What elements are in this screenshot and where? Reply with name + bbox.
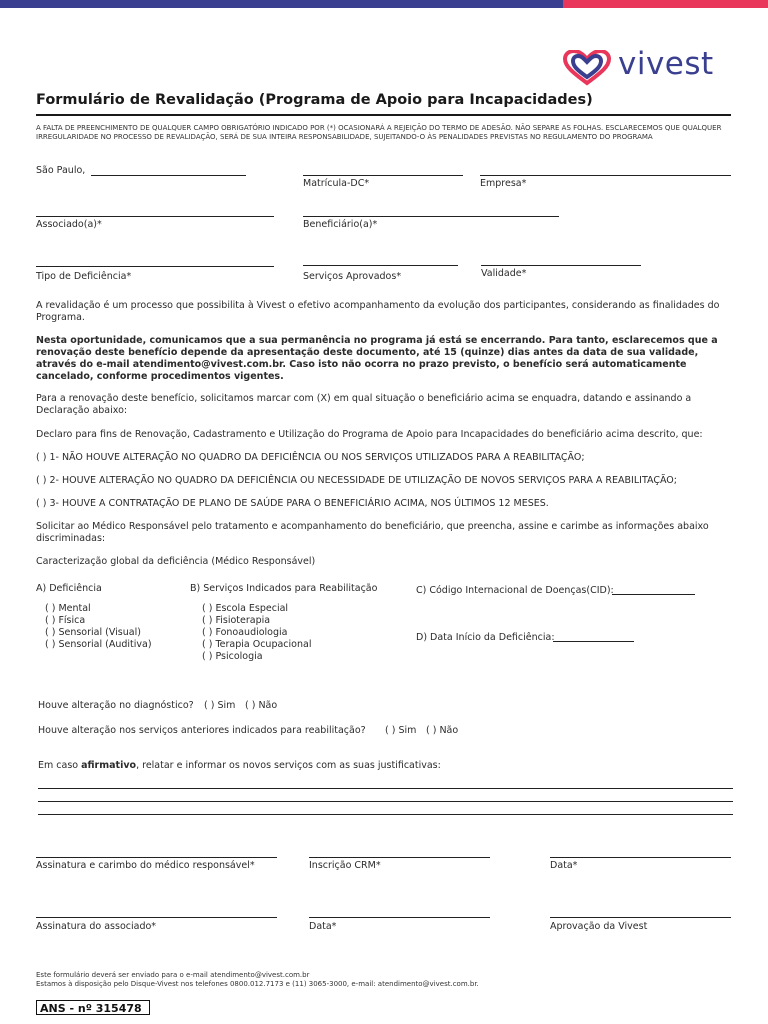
paragraph-caracterizacao: Caracterização global da deficiência (Médico Responsável) [36, 556, 316, 567]
date-city-field[interactable] [91, 175, 246, 176]
paragraph-revalidacao: A revalidação é um processo que possibilita à Vivest o efetivo acompanhamento da evolução dos participantes, considerando as finalidades do Programa. [36, 300, 720, 323]
justificativa-label [38, 760, 441, 771]
servico-option[interactable]: ( ) Terapia Ocupacional [202, 639, 312, 650]
servico-option[interactable]: ( ) Fisioterapia [202, 615, 271, 626]
deficiencia-option[interactable]: ( ) Sensorial (Auditiva) [45, 639, 152, 650]
vivest-logo [562, 48, 737, 88]
justificativa-line[interactable] [38, 814, 733, 815]
empresa-label: Empresa* [480, 178, 527, 189]
data-associado-label: Data* [309, 921, 337, 932]
tipo-deficiencia-label: Tipo de Deficiência* [36, 271, 132, 282]
title-divider [36, 114, 731, 116]
declaration-option-3[interactable]: ( ) 3- HOUVE A CONTRATAÇÃO DE PLANO DE SAÚDE PARA O BENEFICIÁRIO ACIMA, NOS ÚLTIMOS 12 MESES. [36, 498, 549, 509]
paragraph-instrucao: Para a renovação deste benefício, solicitamos marcar com (X) em qual situação o beneficiário acima se enquadra, datando e assinando a Declaração abaixo: [36, 393, 692, 416]
data-medico-field[interactable] [550, 857, 731, 858]
servicos-aprovados-label: Serviços Aprovados* [303, 271, 402, 282]
assinatura-medico-label: Assinatura e carimbo do médico responsável* [36, 860, 255, 871]
servico-option[interactable]: ( ) Psicologia [202, 651, 263, 662]
diagnostico-sim-option[interactable]: ( ) Sim [204, 700, 236, 711]
justificativa-suffix: , relatar e informar os novos serviços com as suas justificativas: [136, 760, 441, 771]
tipo-deficiencia-field[interactable] [36, 266, 274, 267]
aprovacao-label: Aprovação da Vivest [550, 921, 648, 932]
question-servicos: Houve alteração nos serviços anteriores indicados para reabilitação? [38, 725, 366, 736]
crm-field[interactable] [309, 857, 490, 858]
section-c-label: C) Código Internacional de Doenças(CID): [416, 585, 614, 596]
matricula-field[interactable] [303, 175, 463, 176]
header-bar-blue [0, 0, 563, 8]
validade-label: Validade* [481, 268, 527, 279]
warning-text: A FALTA DE PREENCHIMENTO DE QUALQUER CAMPO OBRIGATÓRIO INDICADO POR (*) OCASIONARÁ A REJEIÇÃO DO TERMO DE ADESÃO. NÃO SEPARE AS FOLHAS. ESCLARECEMOS QUE QUALQUER IRREGULARIDADE NO PROCESSO DE REVALIDAÇÃO, SERÁ DE SUA INTEIRA RESPONSABILIDADE, SUJEITANDO-O ÀS PENALIDADES PREVISTAS NO REGULAMENTO DO PROGRAMA [36, 124, 722, 141]
aprovacao-field[interactable] [550, 917, 731, 918]
data-inicio-field[interactable] [553, 641, 634, 642]
vivest-heart-icon [562, 50, 612, 86]
beneficiario-label: Beneficiário(a)* [303, 219, 378, 230]
deficiencia-option[interactable]: ( ) Mental [45, 603, 91, 614]
paragraph-solicitar: Solicitar ao Médico Responsável pelo tratamento e acompanhamento do beneficiário, que preencha, assine e carimbe as informações abaixo discriminadas: [36, 521, 709, 544]
deficiencia-option[interactable]: ( ) Física [45, 615, 86, 626]
footer-line-1: Este formulário deverá ser enviado para o e-mail atendimento@vivest.com.br [36, 971, 310, 979]
footer-line-2: Estamos à disposição pelo Disque-Vivest nos telefones 0800.012.7173 e (11) 3065-3000, e-mail: atendimento@vivest.com.br. [36, 980, 479, 988]
ans-badge [36, 1000, 150, 1015]
sao-paulo-label: São Paulo, [36, 165, 86, 176]
assinatura-medico-field[interactable] [36, 857, 277, 858]
cid-field[interactable] [612, 594, 695, 595]
section-d-label: D) Data Início da Deficiência: [416, 632, 555, 643]
data-associado-field[interactable] [309, 917, 490, 918]
beneficiario-field[interactable] [303, 216, 559, 217]
crm-label: Inscrição CRM* [309, 860, 381, 871]
justificativa-bold: afirmativo [81, 760, 137, 771]
diagnostico-nao-option[interactable]: ( ) Não [245, 700, 278, 711]
assinatura-associado-field[interactable] [36, 917, 277, 918]
deficiencia-option[interactable]: ( ) Sensorial (Visual) [45, 627, 141, 638]
associado-field[interactable] [36, 216, 274, 217]
associado-label: Associado(a)* [36, 219, 102, 230]
servicos-nao-option[interactable]: ( ) Não [426, 725, 459, 736]
validade-field[interactable] [481, 265, 641, 266]
ans-number: ANS - nº 315478 [40, 1002, 142, 1015]
header-bar-pink [563, 0, 768, 8]
section-b-title: B) Serviços Indicados para Reabilitação [190, 583, 378, 594]
servico-option[interactable]: ( ) Fonoaudiologia [202, 627, 288, 638]
justificativa-prefix: Em caso [38, 760, 82, 771]
paragraph-declaro: Declaro para fins de Renovação, Cadastramento e Utilização do Programa de Apoio para Incapacidades do beneficiário acima descrito, que: [36, 429, 703, 440]
question-diagnostico: Houve alteração no diagnóstico? [38, 700, 194, 711]
form-title: Formulário de Revalidação (Programa de Apoio para Incapacidades) [36, 92, 593, 108]
data-medico-label: Data* [550, 860, 578, 871]
servico-option[interactable]: ( ) Escola Especial [202, 603, 289, 614]
servicos-sim-option[interactable]: ( ) Sim [385, 725, 417, 736]
assinatura-associado-label: Assinatura do associado* [36, 921, 157, 932]
justificativa-line[interactable] [38, 801, 733, 802]
paragraph-aviso: Nesta oportunidade, comunicamos que a sua permanência no programa já está se encerrando. Para tanto, esclarecemos que a renovação deste benefício depende da apresentação deste documento, até 15 (quinze) dias antes da data de sua validade, através do e-mail atendimento@vivest.com.br. Caso isto não ocorra no prazo previsto, o benefício será automaticamente cancelado, conforme procedimentos vigentes. [36, 335, 718, 382]
brand-name: vivest [618, 46, 714, 82]
declaration-option-1[interactable]: ( ) 1- NÃO HOUVE ALTERAÇÃO NO QUADRO DA DEFICIÊNCIA OU NOS SERVIÇOS UTILIZADOS PARA A REABILITAÇÃO; [36, 452, 585, 463]
declaration-option-2[interactable]: ( ) 2- HOUVE ALTERAÇÃO NO QUADRO DA DEFICIÊNCIA OU NECESSIDADE DE UTILIZAÇÃO DE NOVOS SERVIÇOS PARA A REABILITAÇÃO; [36, 475, 677, 486]
section-a-title: A) Deficiência [36, 583, 102, 594]
justificativa-line[interactable] [38, 788, 733, 789]
empresa-field[interactable] [480, 175, 731, 176]
servicos-aprovados-field[interactable] [303, 265, 458, 266]
matricula-label: Matrícula-DC* [303, 178, 370, 189]
